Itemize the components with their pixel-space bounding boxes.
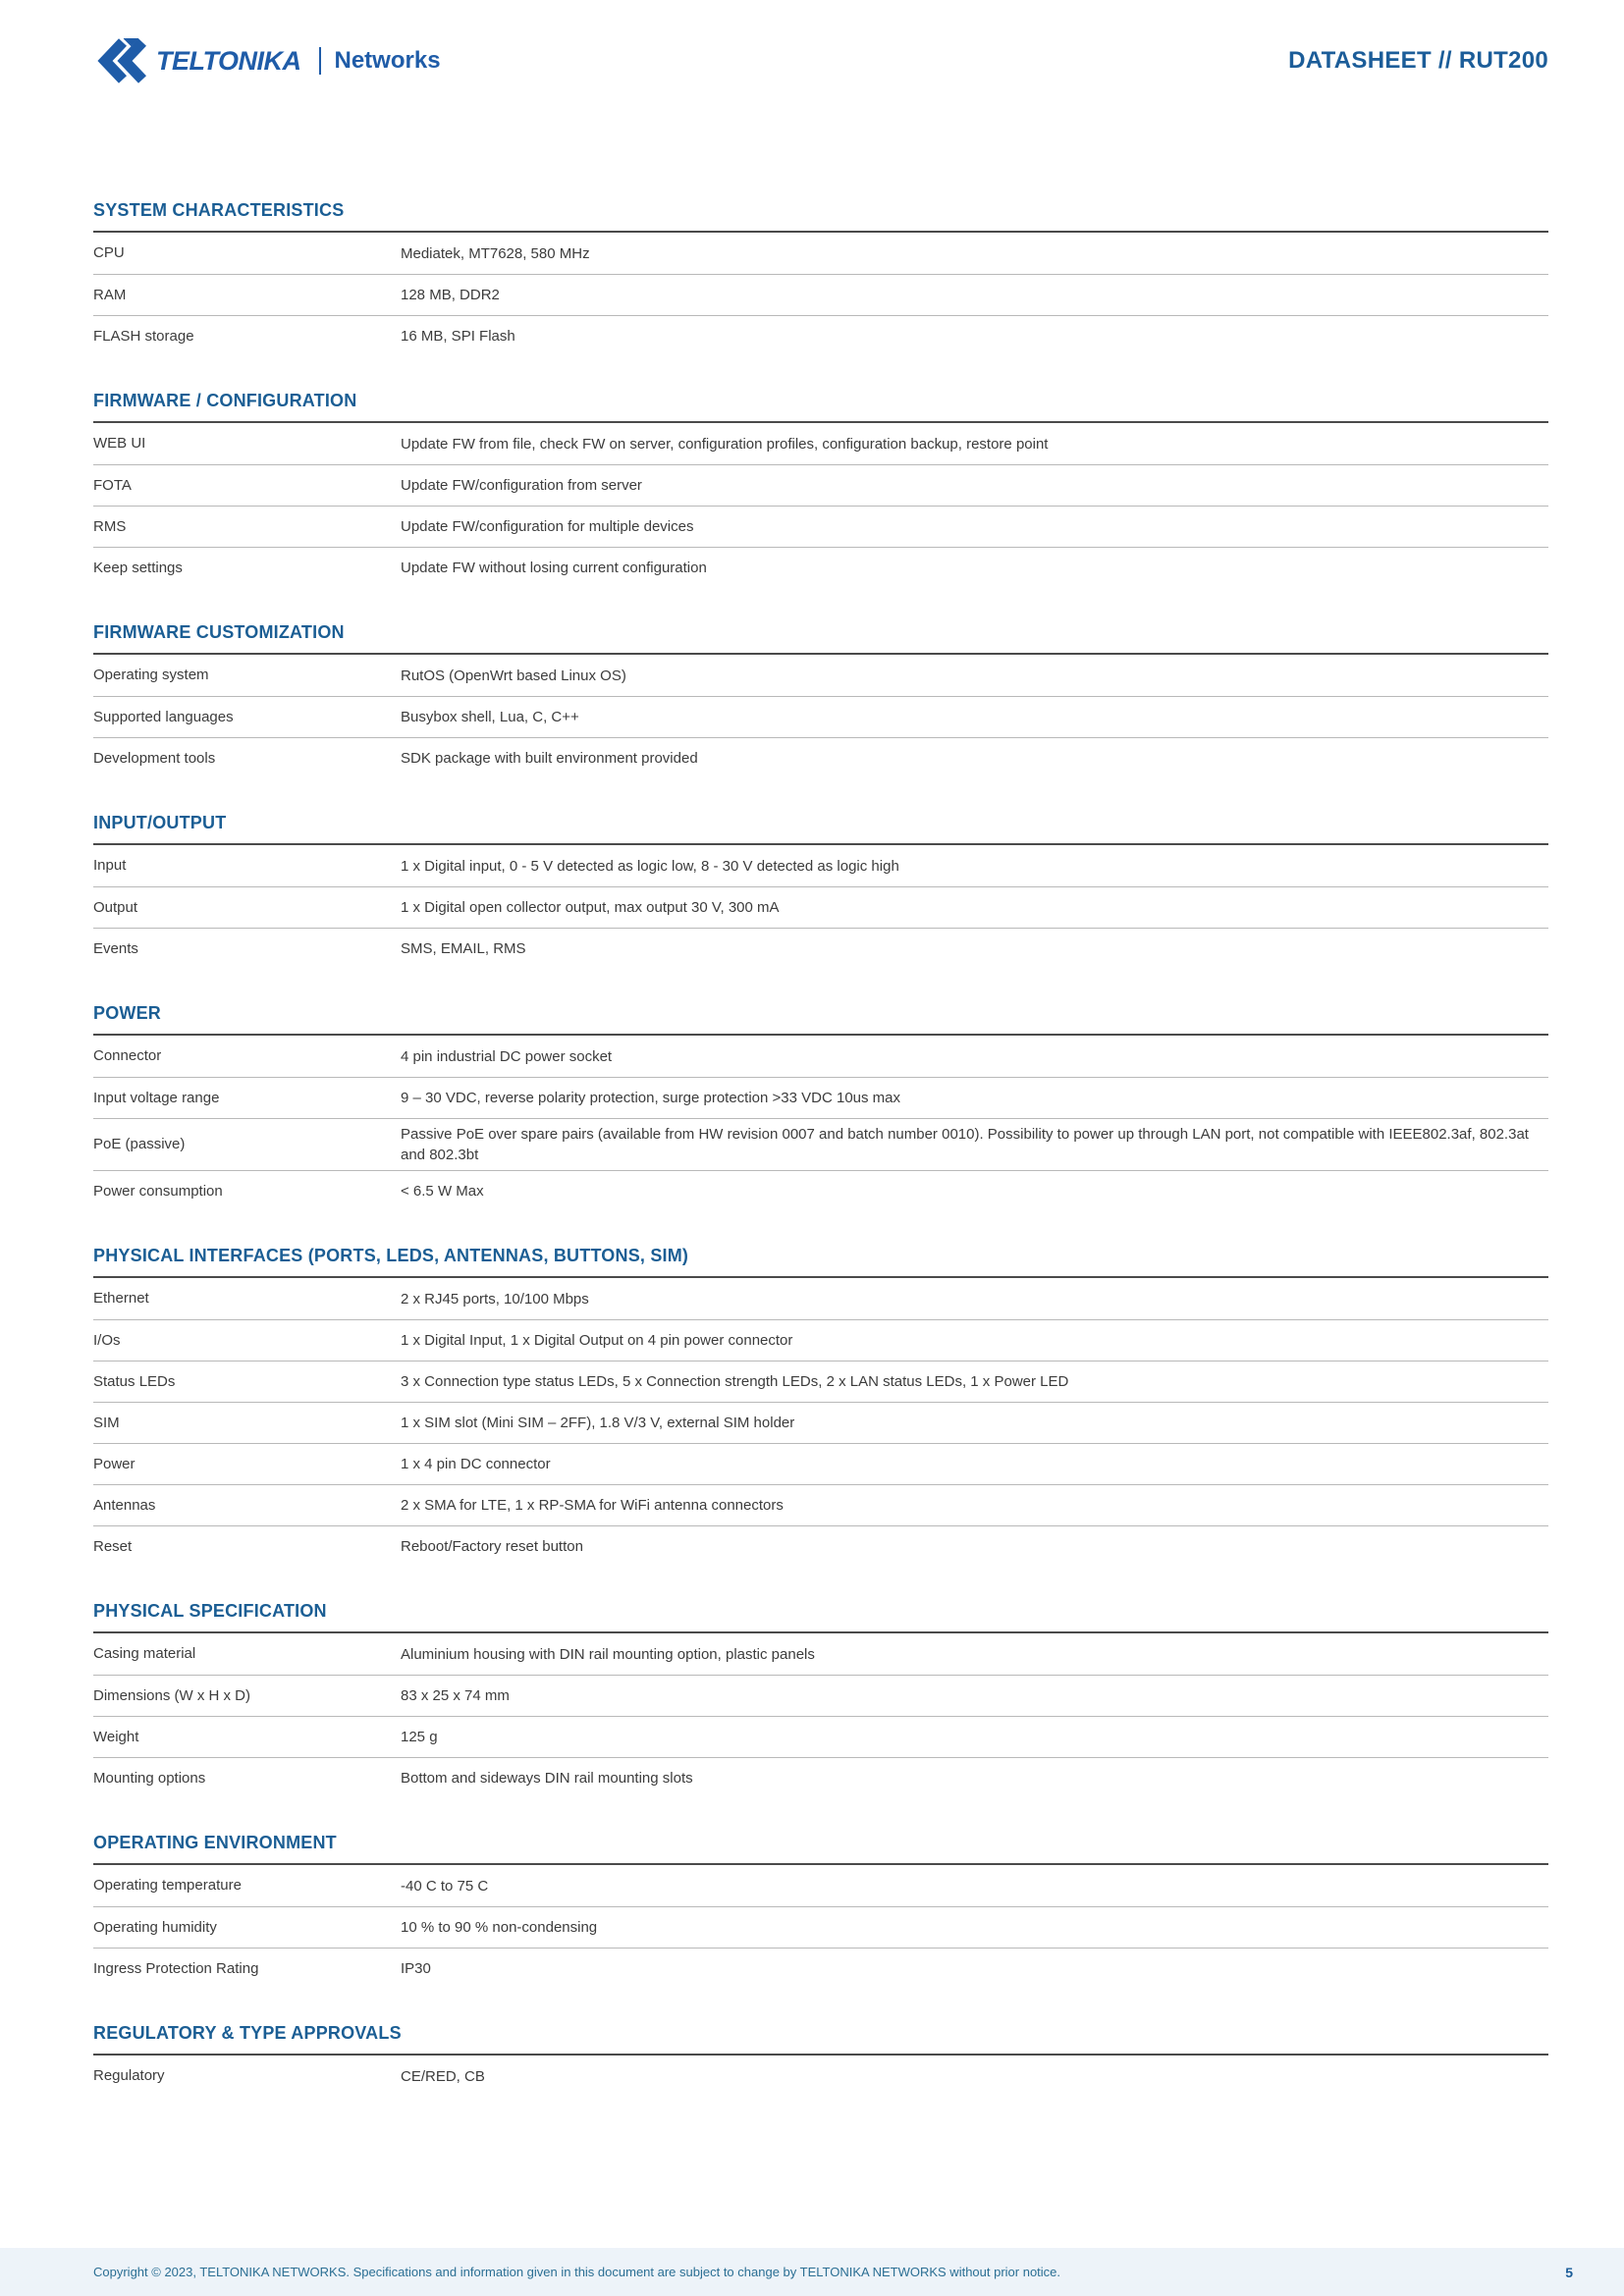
spec-value: 1 x Digital open collector output, max output 30 V, 300 mA xyxy=(401,899,780,916)
copyright-text: Copyright © 2023, TELTONIKA NETWORKS. Specifications and information given in this document are subject to change by TELTONIKA NETWORKS without prior notice. xyxy=(93,2265,1061,2279)
spec-section xyxy=(93,2022,1548,2097)
spec-value: Aluminium housing with DIN rail mounting option, plastic panels xyxy=(401,1645,815,1663)
spec-value: 16 MB, SPI Flash xyxy=(401,328,515,345)
spec-value: Mediatek, MT7628, 580 MHz xyxy=(401,244,590,262)
spec-label: Operating humidity xyxy=(93,1918,217,1936)
section-rows xyxy=(93,1034,1548,1211)
spec-value: SDK package with built environment provided xyxy=(401,750,698,767)
spec-row xyxy=(93,233,1548,274)
spec-label: Antennas xyxy=(93,1496,156,1514)
teltonika-chevrons-icon xyxy=(93,38,146,83)
page-footer xyxy=(0,2248,1624,2296)
spec-value: Reboot/Factory reset button xyxy=(401,1538,583,1555)
section-title: REGULATORY & TYPE APPROVALS xyxy=(93,2023,402,2043)
section-rows xyxy=(93,1863,1548,1989)
spec-label: Input voltage range xyxy=(93,1089,220,1106)
spec-value: 128 MB, DDR2 xyxy=(401,287,500,303)
spec-row xyxy=(93,1716,1548,1757)
spec-row xyxy=(93,1865,1548,1906)
spec-value: 1 x Digital Input, 1 x Digital Output on 4 pin power connector xyxy=(401,1332,793,1349)
spec-value: Passive PoE over spare pairs (available from HW revision 0007 and batch number 0010). Possibility to power up through LAN port, not compatible with IEEE802.3af, 802.3at and 802.3bt xyxy=(401,1126,1529,1163)
brand-suffix: Networks xyxy=(334,47,441,74)
spec-section xyxy=(93,390,1548,588)
spec-value: -40 C to 75 C xyxy=(401,1877,489,1895)
spec-label: Power consumption xyxy=(93,1182,223,1200)
spec-section xyxy=(93,1832,1548,1989)
spec-row xyxy=(93,1757,1548,1798)
spec-row xyxy=(93,464,1548,506)
spec-row xyxy=(93,1402,1548,1443)
spec-sections xyxy=(93,199,1548,2097)
spec-label: Supported languages xyxy=(93,708,234,725)
section-rows xyxy=(93,421,1548,588)
page-number: 5 xyxy=(1565,2264,1573,2280)
spec-label: RMS xyxy=(93,517,127,535)
section-rows xyxy=(93,1631,1548,1798)
spec-label: CPU xyxy=(93,244,125,261)
spec-label: SIM xyxy=(93,1414,120,1431)
spec-row xyxy=(93,274,1548,315)
section-title: OPERATING ENVIRONMENT xyxy=(93,1833,337,1852)
spec-row xyxy=(93,1443,1548,1484)
spec-label: PoE (passive) xyxy=(93,1136,186,1152)
spec-label: I/Os xyxy=(93,1331,121,1349)
spec-value: Update FW/configuration for multiple devices xyxy=(401,518,694,535)
spec-label: Output xyxy=(93,898,138,916)
spec-row xyxy=(93,1906,1548,1948)
doc-title: DATASHEET // RUT200 xyxy=(1288,47,1548,74)
spec-label: Mounting options xyxy=(93,1769,206,1787)
spec-value: 1 x 4 pin DC connector xyxy=(401,1456,551,1472)
spec-value: 10 % to 90 % non-condensing xyxy=(401,1919,598,1936)
spec-value: 2 x SMA for LTE, 1 x RP-SMA for WiFi antenna connectors xyxy=(401,1497,784,1514)
spec-row xyxy=(93,696,1548,737)
spec-row xyxy=(93,1633,1548,1675)
spec-row xyxy=(93,1036,1548,1077)
spec-label: WEB UI xyxy=(93,435,146,452)
spec-value: Busybox shell, Lua, C, C++ xyxy=(401,709,579,725)
spec-label: Weight xyxy=(93,1728,139,1745)
spec-value: Update FW/configuration from server xyxy=(401,477,642,494)
section-rows xyxy=(93,1276,1548,1567)
spec-section xyxy=(93,1600,1548,1798)
spec-label: Ingress Protection Rating xyxy=(93,1959,259,1977)
spec-row xyxy=(93,845,1548,886)
spec-label: Operating system xyxy=(93,667,209,683)
spec-label: Connector xyxy=(93,1047,162,1064)
spec-value: Update FW from file, check FW on server, configuration profiles, configuration backup, restore point xyxy=(401,435,1049,453)
spec-value: 1 x Digital input, 0 - 5 V detected as logic low, 8 - 30 V detected as logic high xyxy=(401,857,899,875)
spec-row xyxy=(93,1948,1548,1989)
section-rows xyxy=(93,2054,1548,2097)
spec-row xyxy=(93,1484,1548,1525)
spec-label: Input xyxy=(93,857,127,874)
section-title: INPUT/OUTPUT xyxy=(93,813,227,832)
spec-value: < 6.5 W Max xyxy=(401,1183,484,1200)
spec-row xyxy=(93,1170,1548,1211)
spec-row xyxy=(93,1278,1548,1319)
spec-value: 9 – 30 VDC, reverse polarity protection, surge protection >33 VDC 10us max xyxy=(401,1090,901,1106)
spec-label: Power xyxy=(93,1455,135,1472)
logo-divider xyxy=(319,47,321,75)
spec-row xyxy=(93,547,1548,588)
spec-section xyxy=(93,1002,1548,1211)
spec-value: 4 pin industrial DC power socket xyxy=(401,1047,613,1065)
spec-value: CE/RED, CB xyxy=(401,2067,485,2085)
section-title: PHYSICAL INTERFACES (PORTS, LEDS, ANTENNAS, BUTTONS, SIM) xyxy=(93,1246,689,1265)
spec-value: Update FW without losing current configuration xyxy=(401,560,707,576)
spec-label: Regulatory xyxy=(93,2067,165,2084)
spec-section xyxy=(93,621,1548,778)
spec-label: Ethernet xyxy=(93,1290,149,1307)
spec-row xyxy=(93,1319,1548,1361)
section-rows xyxy=(93,653,1548,778)
spec-label: Reset xyxy=(93,1537,133,1555)
spec-row xyxy=(93,886,1548,928)
spec-row xyxy=(93,1118,1548,1170)
spec-row xyxy=(93,1525,1548,1567)
spec-row xyxy=(93,315,1548,356)
section-rows xyxy=(93,843,1548,969)
section-title: FIRMWARE CUSTOMIZATION xyxy=(93,622,345,642)
spec-value: SMS, EMAIL, RMS xyxy=(401,940,526,957)
spec-value: 1 x SIM slot (Mini SIM – 2FF), 1.8 V/3 V, external SIM holder xyxy=(401,1415,795,1431)
spec-row xyxy=(93,928,1548,969)
spec-row xyxy=(93,506,1548,547)
section-title: PHYSICAL SPECIFICATION xyxy=(93,1601,327,1621)
spec-value: 83 x 25 x 74 mm xyxy=(401,1687,510,1704)
spec-value: RutOS (OpenWrt based Linux OS) xyxy=(401,667,626,684)
section-title: SYSTEM CHARACTERISTICS xyxy=(93,200,345,220)
section-title: POWER xyxy=(93,1003,162,1023)
spec-label: Operating temperature xyxy=(93,1877,242,1894)
spec-row xyxy=(93,423,1548,464)
spec-row xyxy=(93,2056,1548,2097)
spec-value: 125 g xyxy=(401,1729,438,1745)
spec-section xyxy=(93,199,1548,356)
spec-label: Development tools xyxy=(93,749,216,767)
section-title: FIRMWARE / CONFIGURATION xyxy=(93,391,357,410)
spec-row xyxy=(93,1077,1548,1118)
brand-name: TELTONIKA xyxy=(156,45,301,76)
spec-label: Status LEDs xyxy=(93,1372,176,1390)
spec-label: FLASH storage xyxy=(93,327,194,345)
spec-value: IP30 xyxy=(401,1960,431,1977)
spec-section xyxy=(93,1245,1548,1567)
teltonika-logo xyxy=(93,38,441,83)
spec-label: FOTA xyxy=(93,476,132,494)
spec-label: RAM xyxy=(93,286,127,303)
spec-label: Dimensions (W x H x D) xyxy=(93,1686,251,1704)
spec-row xyxy=(93,655,1548,696)
spec-section xyxy=(93,812,1548,969)
spec-row xyxy=(93,737,1548,778)
page-header xyxy=(93,35,1548,86)
spec-value: 3 x Connection type status LEDs, 5 x Connection strength LEDs, 2 x LAN status LEDs, 1 x Power LED xyxy=(401,1373,1069,1390)
section-rows xyxy=(93,231,1548,356)
spec-value: Bottom and sideways DIN rail mounting slots xyxy=(401,1770,693,1787)
spec-label: Casing material xyxy=(93,1645,196,1662)
spec-row xyxy=(93,1675,1548,1716)
spec-label: Keep settings xyxy=(93,559,183,576)
spec-row xyxy=(93,1361,1548,1402)
spec-label: Events xyxy=(93,939,138,957)
spec-value: 2 x RJ45 ports, 10/100 Mbps xyxy=(401,1290,589,1308)
